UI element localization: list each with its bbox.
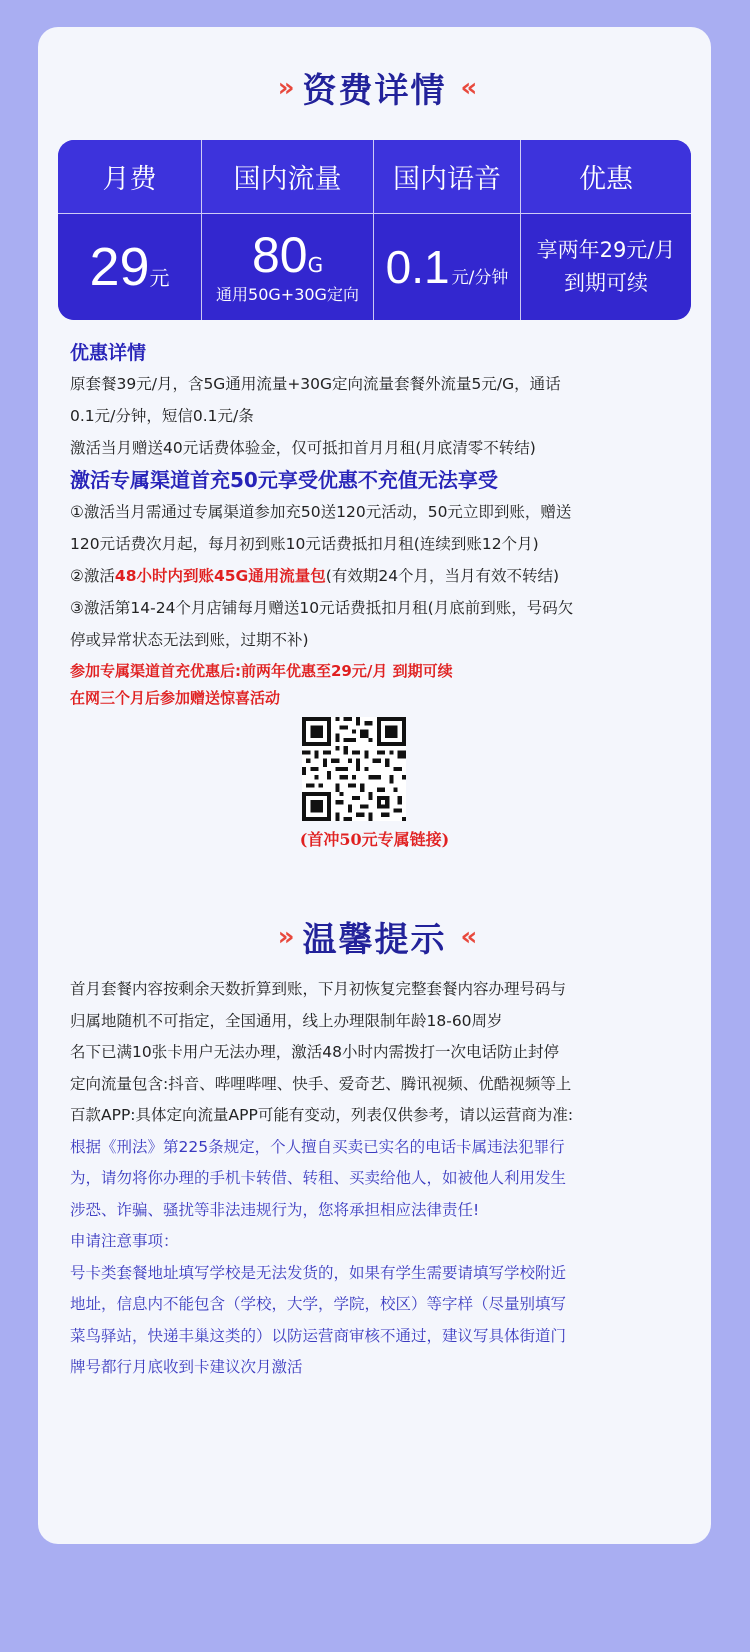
monthly-fee-unit: 元 bbox=[149, 266, 170, 290]
item2-prefix: ②激活 bbox=[70, 567, 115, 585]
item2-line bbox=[70, 560, 690, 592]
item3-line: 停或异常状态无法到账，过期不补) bbox=[70, 631, 309, 649]
legal-line: 为，请勿将你办理的手机卡转借、转租、买卖给他人，如被他人利用发生 bbox=[70, 1169, 567, 1187]
double-chevron-left-icon: « bbox=[460, 72, 472, 103]
fee-section-title bbox=[38, 63, 711, 112]
header-promotion: 优惠 bbox=[521, 140, 691, 214]
promo-line-1: 享两年29元/月 bbox=[536, 238, 676, 262]
data-cell bbox=[202, 214, 374, 320]
item3-line: ③激活第14-24个月店铺每月赠送10元话费抵扣月租(月底前到账，号码欠 bbox=[70, 599, 574, 617]
qr-caption-link[interactable]: (首冲50元专属链接) bbox=[299, 830, 450, 849]
monthly-fee-cell bbox=[58, 214, 202, 320]
tips-title-text: 温馨提示 bbox=[302, 920, 447, 960]
voice-unit: 元/分钟 bbox=[451, 268, 509, 288]
tip-line: 百款APP:具体定向流量APP可能有变动，列表仅供参考，请以运营商为准: bbox=[70, 1106, 574, 1124]
red-notice: 在网三个月后参加赠送惊喜活动 bbox=[70, 689, 281, 707]
tip-line: 归属地随机不可指定，全国通用，线上办理限制年龄18-60周岁 bbox=[70, 1011, 503, 1030]
tips-content bbox=[70, 974, 690, 1384]
notice-line: 菜鸟驿站，快递丰巢这类的）以防运营商审核不通过，建议写具体街道门 bbox=[70, 1326, 567, 1345]
item2-highlight: 48小时内到账45G通用流量包 bbox=[114, 567, 326, 585]
details-line: 原套餐39元/月，含5G通用流量+30G定向流量套餐外流量5元/G，通话 bbox=[70, 375, 561, 393]
data-value: 80 bbox=[251, 226, 308, 283]
notice-heading: 申请注意事项： bbox=[70, 1232, 179, 1250]
details-title: 优惠详情 bbox=[70, 342, 147, 364]
channel-title: 激活专属渠道首充50元享受优惠不充值无法享受 bbox=[70, 468, 498, 492]
promo-details bbox=[70, 338, 690, 712]
tips-section-title bbox=[38, 912, 711, 961]
promo-line-2: 到期可续 bbox=[564, 271, 648, 295]
header-domestic-data: 国内流量 bbox=[202, 140, 374, 214]
pricing-table bbox=[58, 140, 691, 320]
details-line: 0.1元/分钟，短信0.1元/条 bbox=[70, 407, 254, 425]
double-chevron-right-icon: » bbox=[277, 72, 289, 103]
details-line: 激活当月赠送40元话费体验金，仅可抵扣首月月租(月底清零不转结) bbox=[70, 439, 536, 457]
data-breakdown: 通用50G+30G定向 bbox=[216, 284, 359, 304]
monthly-fee-value: 29 bbox=[89, 237, 150, 297]
content-card bbox=[38, 27, 711, 1544]
promo-cell bbox=[521, 214, 691, 320]
item1-line: 120元话费次月起，每月初到账10元话费抵扣月租(连续到账12个月) bbox=[70, 535, 539, 553]
red-notice: 参加专属渠道首充优惠后:前两年优惠至29元/月 到期可续 bbox=[70, 662, 453, 680]
tip-line: 定向流量包含:抖音、哔哩哔哩、快手、爱奇艺、腾讯视频、优酷视频等上 bbox=[70, 1074, 572, 1093]
double-chevron-right-icon: » bbox=[277, 921, 289, 952]
header-domestic-voice: 国内语音 bbox=[374, 140, 521, 214]
item2-suffix: (有效期24个月，当月有效不转结) bbox=[325, 567, 560, 585]
tip-line: 名下已满10张卡用户无法办理，激活48小时内需拨打一次电话防止封停 bbox=[70, 1043, 559, 1061]
notice-line: 地址，信息内不能包含（学校，大学，学院，校区）等字样（尽量别填写 bbox=[70, 1295, 567, 1313]
notice-line: 牌号都行月底收到卡建议次月激活 bbox=[70, 1358, 303, 1376]
voice-cell bbox=[374, 214, 521, 320]
tip-line: 首月套餐内容按剩余天数折算到账，下月初恢复完整套餐内容办理号码与 bbox=[70, 980, 567, 998]
double-chevron-left-icon: « bbox=[460, 921, 472, 952]
notice-line: 号卡类套餐地址填写学校是无法发货的，如果有学生需要请填写学校附近 bbox=[70, 1263, 567, 1282]
data-unit: G bbox=[307, 252, 324, 277]
voice-value: 0.1 bbox=[385, 241, 450, 293]
item1-line: ①激活当月需通过专属渠道参加充50送120元活动，50元立即到账，赠送 bbox=[70, 503, 572, 521]
qr-code-icon[interactable] bbox=[302, 717, 406, 821]
fee-title-text: 资费详情 bbox=[302, 71, 447, 111]
legal-line: 涉恐、诈骗、骚扰等非法违规行为，您将承担相应法律责任! bbox=[70, 1200, 480, 1219]
legal-line: 根据《刑法》第225条规定，个人擅自买卖已实名的电话卡属违法犯罪行 bbox=[70, 1137, 565, 1156]
header-monthly-fee: 月费 bbox=[58, 140, 202, 214]
